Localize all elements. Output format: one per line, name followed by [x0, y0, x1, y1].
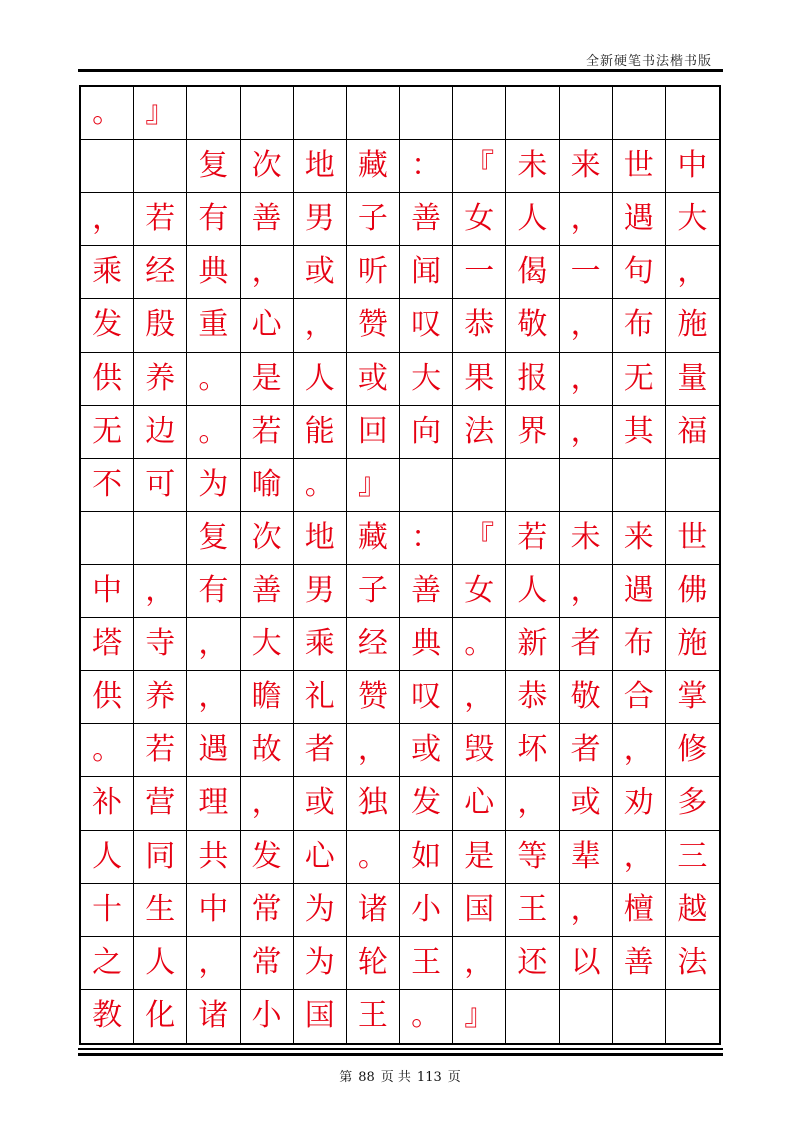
grid-cell: 或 [560, 777, 613, 830]
grid-cell: 王 [347, 990, 400, 1043]
grid-cell: ， [560, 884, 613, 937]
grid-cell: 子 [347, 193, 400, 246]
grid-cell: 大 [666, 193, 719, 246]
grid-cell: 人 [506, 193, 559, 246]
page-footer [0, 1066, 800, 1085]
grid-cell: 来 [613, 512, 666, 565]
grid-cell: 合 [613, 671, 666, 724]
grid-cell: 未 [506, 140, 559, 193]
grid-cell: ， [560, 565, 613, 618]
grid-cell: ， [81, 193, 134, 246]
header-title: 全新硬笔书法楷书版 [585, 54, 712, 69]
grid-cell: 坏 [506, 724, 559, 777]
grid-cell: 人 [81, 831, 134, 884]
grid-cell: 施 [666, 299, 719, 352]
grid-cell [613, 459, 666, 512]
grid-cell: 若 [134, 193, 187, 246]
grid-cell: 喻 [241, 459, 294, 512]
grid-cell: 无 [613, 353, 666, 406]
grid-cell [187, 87, 240, 140]
grid-cell: ： [400, 512, 453, 565]
grid-cell: 遇 [613, 565, 666, 618]
grid-cell: 乘 [81, 246, 134, 299]
grid-cell [613, 990, 666, 1043]
grid-cell: 赞 [347, 671, 400, 724]
grid-cell: ， [453, 937, 506, 990]
grid-cell: 国 [453, 884, 506, 937]
grid-cell: 布 [613, 618, 666, 671]
footer-rule-thick [78, 1053, 723, 1056]
grid-cell: 』 [134, 87, 187, 140]
grid-cell: 句 [613, 246, 666, 299]
grid-cell: 一 [560, 246, 613, 299]
grid-cell: 叹 [400, 299, 453, 352]
grid-cell: 界 [506, 406, 559, 459]
grid-cell: 若 [506, 512, 559, 565]
grid-cell: ， [560, 353, 613, 406]
grid-cell [400, 459, 453, 512]
grid-cell: 诸 [347, 884, 400, 937]
grid-cell: 人 [134, 937, 187, 990]
total-pages: 113 [416, 1070, 442, 1085]
grid-cell: 报 [506, 353, 559, 406]
grid-cell: ， [187, 618, 240, 671]
grid-cell: ， [613, 724, 666, 777]
grid-cell: ， [241, 246, 294, 299]
grid-cell: 毁 [453, 724, 506, 777]
grid-cell: 养 [134, 353, 187, 406]
grid-cell: 塔 [81, 618, 134, 671]
grid-cell [666, 990, 719, 1043]
grid-cell: 修 [666, 724, 719, 777]
grid-cell [347, 87, 400, 140]
header-rule [78, 69, 723, 72]
grid-cell: 复 [187, 512, 240, 565]
grid-cell: 三 [666, 831, 719, 884]
grid-cell: 补 [81, 777, 134, 830]
grid-cell: 一 [453, 246, 506, 299]
grid-cell: 重 [187, 299, 240, 352]
grid-cell: 以 [560, 937, 613, 990]
practice-grid [79, 85, 721, 1045]
grid-cell: 善 [400, 565, 453, 618]
grid-cell: 殷 [134, 299, 187, 352]
grid-cell: 新 [506, 618, 559, 671]
grid-cell: 养 [134, 671, 187, 724]
grid-cell: 供 [81, 671, 134, 724]
grid-cell: 还 [506, 937, 559, 990]
grid-cell: 子 [347, 565, 400, 618]
grid-cell: 王 [506, 884, 559, 937]
grid-cell: 。 [347, 831, 400, 884]
grid-cell: 大 [400, 353, 453, 406]
grid-cell: 经 [347, 618, 400, 671]
grid-cell: 劝 [613, 777, 666, 830]
grid-cell: ， [453, 671, 506, 724]
grid-cell: 理 [187, 777, 240, 830]
grid-cell: 。 [187, 353, 240, 406]
grid-cell: 。 [453, 618, 506, 671]
grid-cell: 生 [134, 884, 187, 937]
grid-cell [81, 140, 134, 193]
grid-cell: 。 [400, 990, 453, 1043]
grid-cell: 善 [241, 565, 294, 618]
grid-cell: 藏 [347, 140, 400, 193]
grid-cell [453, 459, 506, 512]
grid-cell [560, 990, 613, 1043]
grid-cell: 。 [187, 406, 240, 459]
grid-cell: 经 [134, 246, 187, 299]
grid-cell: 遇 [613, 193, 666, 246]
grid-cell: ， [187, 671, 240, 724]
grid-cell: ， [613, 831, 666, 884]
grid-cell: 若 [241, 406, 294, 459]
grid-cell: 者 [294, 724, 347, 777]
grid-cell: 善 [613, 937, 666, 990]
grid-cell [666, 459, 719, 512]
grid-cell: 『 [453, 140, 506, 193]
grid-cell: 女 [453, 565, 506, 618]
grid-cell [400, 87, 453, 140]
grid-cell: 世 [666, 512, 719, 565]
grid-cell: 营 [134, 777, 187, 830]
grid-cell: 小 [400, 884, 453, 937]
grid-cell: 地 [294, 140, 347, 193]
grid-cell: 国 [294, 990, 347, 1043]
grid-cell: ， [134, 565, 187, 618]
grid-cell: ， [241, 777, 294, 830]
grid-cell [81, 512, 134, 565]
grid-cell: 化 [134, 990, 187, 1043]
page-number: 88 [358, 1070, 375, 1085]
grid-cell [560, 87, 613, 140]
grid-cell: 同 [134, 831, 187, 884]
grid-cell: 故 [241, 724, 294, 777]
grid-cell: 多 [666, 777, 719, 830]
grid-cell: 复 [187, 140, 240, 193]
grid-cell: 恭 [453, 299, 506, 352]
grid-cell: ， [666, 246, 719, 299]
grid-cell: 共 [187, 831, 240, 884]
grid-cell: 。 [81, 87, 134, 140]
grid-cell: 闻 [400, 246, 453, 299]
footer-rule-thin [78, 1048, 723, 1050]
grid-cell: 供 [81, 353, 134, 406]
grid-cell: 次 [241, 512, 294, 565]
grid-cell: 无 [81, 406, 134, 459]
grid-cell: 男 [294, 565, 347, 618]
grid-cell: 心 [453, 777, 506, 830]
grid-cell: 有 [187, 565, 240, 618]
grid-cell: 如 [400, 831, 453, 884]
grid-cell: 恭 [506, 671, 559, 724]
footer-mid: 页 共 [380, 1070, 411, 1085]
grid-cell: 不 [81, 459, 134, 512]
grid-cell: 者 [560, 618, 613, 671]
grid-cell: ， [294, 299, 347, 352]
grid-cell: 或 [294, 246, 347, 299]
grid-cell: 心 [241, 299, 294, 352]
grid-cell: 越 [666, 884, 719, 937]
grid-cell: 诸 [187, 990, 240, 1043]
grid-cell [134, 140, 187, 193]
grid-cell: 女 [453, 193, 506, 246]
grid-cell: 掌 [666, 671, 719, 724]
grid-cell: 发 [81, 299, 134, 352]
grid-cell: 敬 [506, 299, 559, 352]
grid-cell: 能 [294, 406, 347, 459]
grid-cell: 』 [453, 990, 506, 1043]
grid-cell: 中 [81, 565, 134, 618]
grid-cell: ： [400, 140, 453, 193]
grid-cell [241, 87, 294, 140]
grid-cell: 向 [400, 406, 453, 459]
grid-cell: 法 [453, 406, 506, 459]
grid-cell: 中 [666, 140, 719, 193]
grid-cell: 叹 [400, 671, 453, 724]
grid-cell: 男 [294, 193, 347, 246]
grid-cell [294, 87, 347, 140]
grid-cell: 乘 [294, 618, 347, 671]
grid-cell: 或 [347, 353, 400, 406]
grid-cell [560, 459, 613, 512]
grid-cell: 遇 [187, 724, 240, 777]
grid-cell: 中 [187, 884, 240, 937]
grid-cell [453, 87, 506, 140]
grid-cell: 藏 [347, 512, 400, 565]
grid-cell [506, 459, 559, 512]
grid-cell: 辈 [560, 831, 613, 884]
grid-cell: 十 [81, 884, 134, 937]
grid-cell: 偈 [506, 246, 559, 299]
grid-cell: 檀 [613, 884, 666, 937]
footer-suffix: 页 [447, 1070, 461, 1085]
grid-cell: 听 [347, 246, 400, 299]
grid-cell: 未 [560, 512, 613, 565]
grid-cell: 赞 [347, 299, 400, 352]
grid-cell: 有 [187, 193, 240, 246]
grid-cell: 若 [134, 724, 187, 777]
grid-cell: 布 [613, 299, 666, 352]
grid-cell [134, 512, 187, 565]
grid-cell: 为 [294, 937, 347, 990]
grid-cell: 心 [294, 831, 347, 884]
grid-cell: 礼 [294, 671, 347, 724]
grid-cell: 法 [666, 937, 719, 990]
grid-cell: 教 [81, 990, 134, 1043]
grid-cell [506, 87, 559, 140]
grid-cell: ， [187, 937, 240, 990]
grid-cell [506, 990, 559, 1043]
grid-cell: 善 [241, 193, 294, 246]
grid-cell: ， [347, 724, 400, 777]
grid-cell: 是 [241, 353, 294, 406]
grid-cell: ， [560, 406, 613, 459]
grid-cell: 其 [613, 406, 666, 459]
grid-cell: 是 [453, 831, 506, 884]
grid-cell: 边 [134, 406, 187, 459]
grid-cell: 典 [187, 246, 240, 299]
grid-cell: ， [506, 777, 559, 830]
grid-cell: 次 [241, 140, 294, 193]
grid-cell: 小 [241, 990, 294, 1043]
grid-cell: 等 [506, 831, 559, 884]
grid-cell [613, 87, 666, 140]
grid-cell: 回 [347, 406, 400, 459]
grid-cell: 。 [81, 724, 134, 777]
grid-cell: 量 [666, 353, 719, 406]
grid-cell: 发 [241, 831, 294, 884]
grid-cell: 可 [134, 459, 187, 512]
grid-cell: 『 [453, 512, 506, 565]
grid-cell: 常 [241, 884, 294, 937]
grid-cell: 』 [347, 459, 400, 512]
grid-cell: 施 [666, 618, 719, 671]
grid-cell: 福 [666, 406, 719, 459]
grid-cell: 地 [294, 512, 347, 565]
grid-cell: 寺 [134, 618, 187, 671]
grid-cell: ， [560, 193, 613, 246]
grid-cell: 之 [81, 937, 134, 990]
grid-cell: ， [560, 299, 613, 352]
footer-prefix: 第 [339, 1070, 353, 1085]
grid-cell: 或 [400, 724, 453, 777]
grid-cell: 来 [560, 140, 613, 193]
grid-cell: 为 [187, 459, 240, 512]
grid-cell: 大 [241, 618, 294, 671]
grid-cell: 为 [294, 884, 347, 937]
grid-cell: 王 [400, 937, 453, 990]
grid-cell: 轮 [347, 937, 400, 990]
grid-cell: 典 [400, 618, 453, 671]
grid-cell: 果 [453, 353, 506, 406]
grid-cell: 瞻 [241, 671, 294, 724]
grid-cell: 者 [560, 724, 613, 777]
grid-cell: 世 [613, 140, 666, 193]
grid-cell: 善 [400, 193, 453, 246]
grid-cell: 常 [241, 937, 294, 990]
grid-cell: 发 [400, 777, 453, 830]
grid-cell: 佛 [666, 565, 719, 618]
grid-cell: 独 [347, 777, 400, 830]
grid-cell [666, 87, 719, 140]
grid-cell: 敬 [560, 671, 613, 724]
grid-cell: 。 [294, 459, 347, 512]
grid-cell: 人 [294, 353, 347, 406]
grid-cell: 或 [294, 777, 347, 830]
grid-cell: 人 [506, 565, 559, 618]
